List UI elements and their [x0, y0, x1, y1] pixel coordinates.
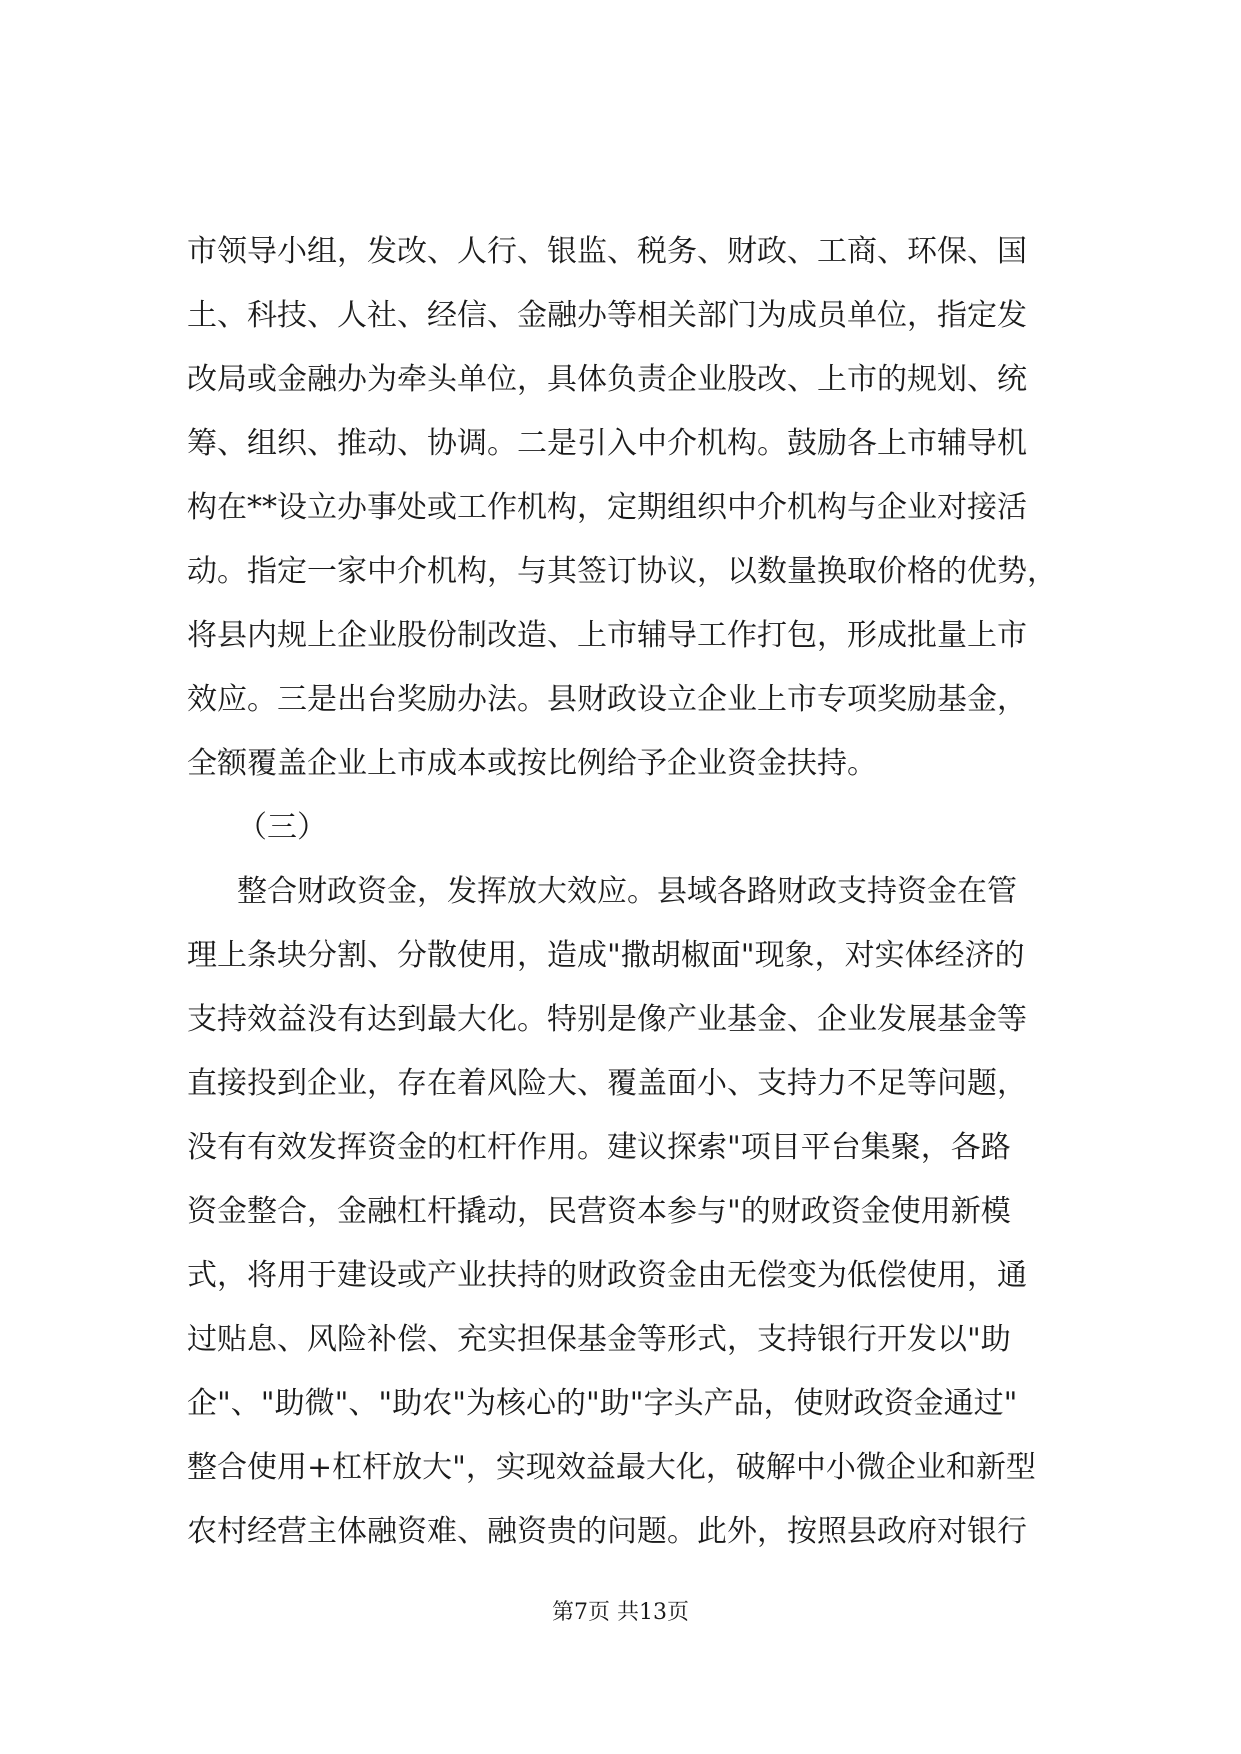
text-line: 改局或金融办为牵头单位，具体负责企业股改、上市的规划、统: [187, 362, 1027, 397]
text-line: 效应。三是出台奖励办法。县财政设立企业上市专项奖励基金，: [187, 682, 1027, 717]
text-line: 农村经营主体融资难、融资贵的问题。此外，按照县政府对银行: [187, 1514, 1027, 1549]
text-line: 没有有效发挥资金的杠杆作用。建议探索"项目平台集聚，各路: [187, 1130, 1011, 1165]
text-line: 市领导小组，发改、人行、银监、税务、财政、工商、环保、国: [187, 234, 1027, 269]
text-line: 构在**设立办事处或工作机构，定期组织中介机构与企业对接活: [187, 490, 1027, 525]
text-line: 理上条块分割、分散使用，造成"撒胡椒面"现象，对实体经济的: [187, 938, 1025, 973]
text-line: 支持效益没有达到最大化。特别是像产业基金、企业发展基金等: [187, 1002, 1027, 1037]
text-line: 动。指定一家中介机构，与其签订协议，以数量换取价格的优势，: [187, 554, 1057, 589]
text-line: 式，将用于建设或产业扶持的财政资金由无偿变为低偿使用，通: [187, 1258, 1027, 1293]
text-line: 土、科技、人社、经信、金融办等相关部门为成员单位，指定发: [187, 298, 1027, 333]
text-line: 筹、组织、推动、协调。二是引入中介机构。鼓励各上市辅导机: [187, 426, 1027, 461]
text-line: 将县内规上企业股份制改造、上市辅导工作打包，形成批量上市: [187, 618, 1027, 653]
text-line: 资金整合，金融杠杆撬动，民营资本参与"的财政资金使用新模: [187, 1194, 1011, 1229]
text-line: 整合使用+杠杆放大"，实现效益最大化，破解中小微企业和新型: [187, 1450, 1036, 1485]
page-footer: 第7页 共13页: [552, 1600, 689, 1625]
section-heading: （三）: [237, 810, 327, 845]
text-line: 全额覆盖企业上市成本或按比例给予企业资金扶持。: [187, 746, 877, 781]
text-line: 整合财政资金，发挥放大效应。县域各路财政支持资金在管: [237, 874, 1017, 909]
text-line: 企"、"助微"、"助农"为核心的"助"字头产品，使财政资金通过": [187, 1386, 1018, 1421]
text-line: 直接投到企业，存在着风险大、覆盖面小、支持力不足等问题，: [187, 1066, 1027, 1101]
text-line: 过贴息、风险补偿、充实担保基金等形式，支持银行开发以"助: [187, 1322, 1011, 1357]
